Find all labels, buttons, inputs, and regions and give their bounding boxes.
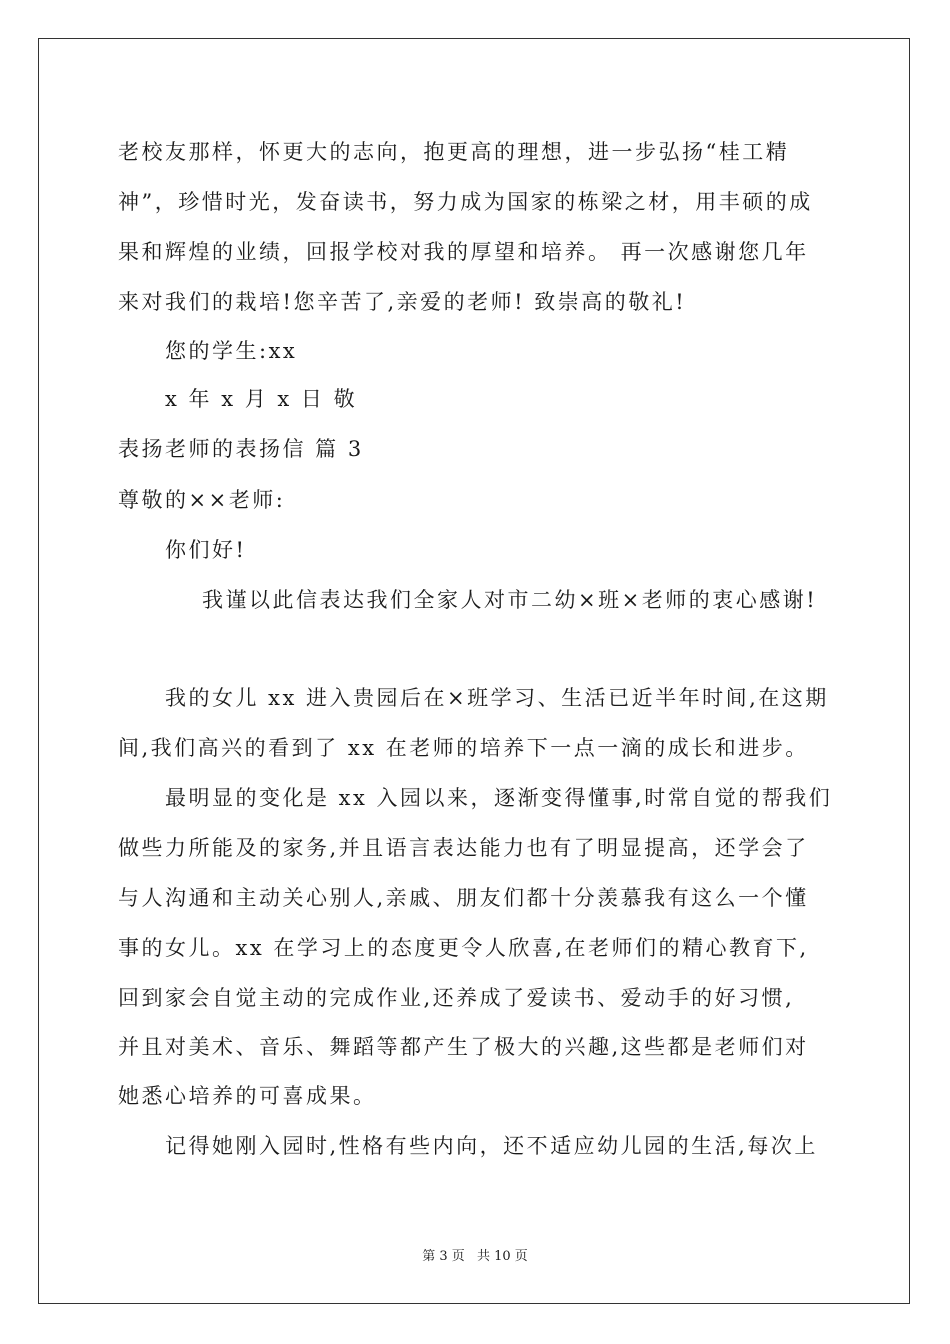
page-total: 共 10 页 [476,1249,528,1264]
signature-date: x 年 x 月 x 日 敬 [165,387,358,411]
text-line: 回到家会自觉主动的完成作业,还养成了爱读书、爱动手的好习惯, [118,986,795,1010]
section-heading: 表扬老师的表扬信 篇 3 [118,437,364,461]
text-line: 事的女儿。xx 在学习上的态度更令人欣喜,在老师们的精心教育下, [118,936,809,960]
salutation: 尊敬的××老师: [118,488,286,512]
text-line: 神”，珍惜时光，发奋读书，努力成为国家的栋梁之材，用丰硕的成 [118,190,813,214]
page-number: 第 3 页 [422,1249,465,1264]
greeting: 你们好! [165,538,247,562]
text-line: 做些力所能及的家务,并且语言表达能力也有了明显提高，还学会了 [118,836,809,860]
text-line: 她悉心培养的可喜成果。 [118,1084,377,1108]
text-line: 我谨以此信表达我们全家人对市二幼×班×老师的衷心感谢! [202,588,818,612]
text-line: 并且对美术、音乐、舞蹈等都产生了极大的兴趣,这些都是老师们对 [118,1035,809,1059]
text-line: 果和辉煌的业绩，回报学校对我的厚望和培养。 再一次感谢您几年 [118,240,809,264]
text-line: 记得她刚入园时,性格有些内向，还不适应幼儿园的生活,每次上 [165,1134,818,1158]
text-line: 来对我们的栽培!您辛苦了,亲爱的老师! 致崇高的敬礼! [118,290,687,314]
text-line: 最明显的变化是 xx 入园以来，逐渐变得懂事,时常自觉的帮我们 [165,786,833,810]
signature-student: 您的学生:xx [165,339,298,363]
text-line: 与人沟通和主动关心别人,亲戚、朋友们都十分羡慕我有这么一个懂 [118,886,809,910]
text-line: 我的女儿 xx 进入贵园后在×班学习、生活已近半年时间,在这期 [165,686,829,710]
text-line: 间,我们高兴的看到了 xx 在老师的培养下一点一滴的成长和进步。 [118,736,809,760]
text-line: 老校友那样，怀更大的志向，抱更高的理想，进一步弘扬“桂工精 [118,140,790,164]
page-footer [0,1245,950,1264]
page-border [38,38,910,1304]
